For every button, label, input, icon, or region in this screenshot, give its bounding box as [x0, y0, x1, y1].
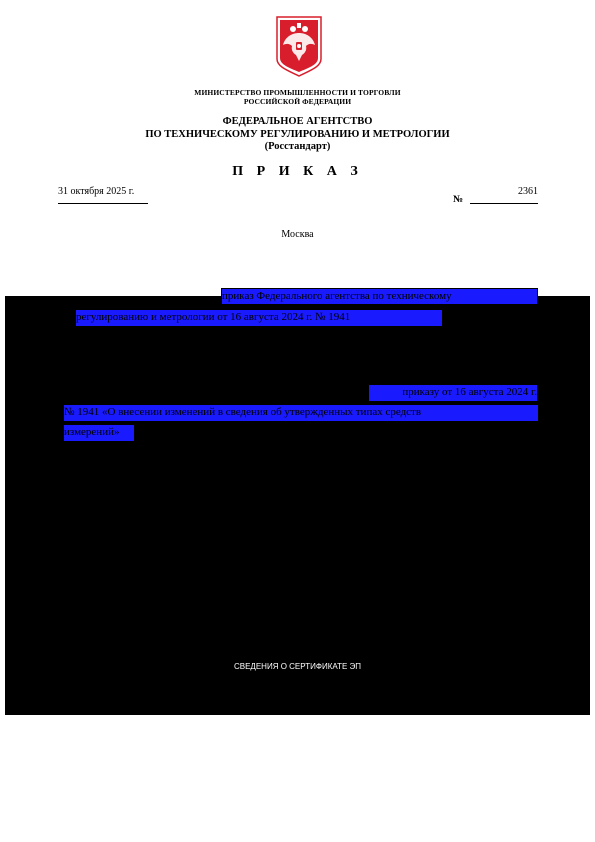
ministry-name — [0, 88, 595, 106]
order-date: 31 октября 2025 г. — [58, 186, 135, 197]
number-underline — [470, 203, 538, 204]
highlighted-text-line-5: измерений» — [64, 425, 134, 441]
agency-line-3: (Росстандарт) — [264, 141, 331, 152]
number-sign: № — [453, 194, 464, 205]
highlighted-text-line-1: приказ Федерального агентства по техническому — [222, 289, 537, 304]
coat-of-arms-emblem — [275, 15, 323, 77]
agency-line-1: ФЕДЕРАЛЬНОЕ АГЕНТСТВО — [222, 116, 373, 127]
redaction-block — [5, 296, 590, 715]
order-number: 2361 — [518, 186, 538, 197]
highlighted-text-line-2: регулированию и метрологии от 16 августа 2024 г. № 1941 — [76, 310, 442, 326]
highlighted-text-line-4: № 1941 «О внесении изменений в сведения об утвержденных типах средств — [64, 405, 538, 421]
agency-name — [0, 116, 595, 154]
agency-line-2: ПО ТЕХНИЧЕСКОМУ РЕГУЛИРОВАНИЮ И МЕТРОЛОГИИ — [145, 128, 450, 140]
ministry-line-1: МИНИСТЕРСТВО ПРОМЫШЛЕННОСТИ И ТОРГОВЛИ — [194, 88, 401, 97]
ministry-line-2: РОССИЙСКОЙ ФЕДЕРАЦИИ — [243, 97, 352, 106]
order-title: П Р И К А З — [232, 164, 363, 179]
signature-certificate-label: СВЕДЕНИЯ О СЕРТИФИКАТЕ ЭП — [233, 662, 362, 671]
city: Москва — [281, 229, 314, 240]
highlighted-text-line-3: приказу от 16 августа 2024 г. — [369, 385, 537, 401]
date-underline — [58, 203, 148, 204]
